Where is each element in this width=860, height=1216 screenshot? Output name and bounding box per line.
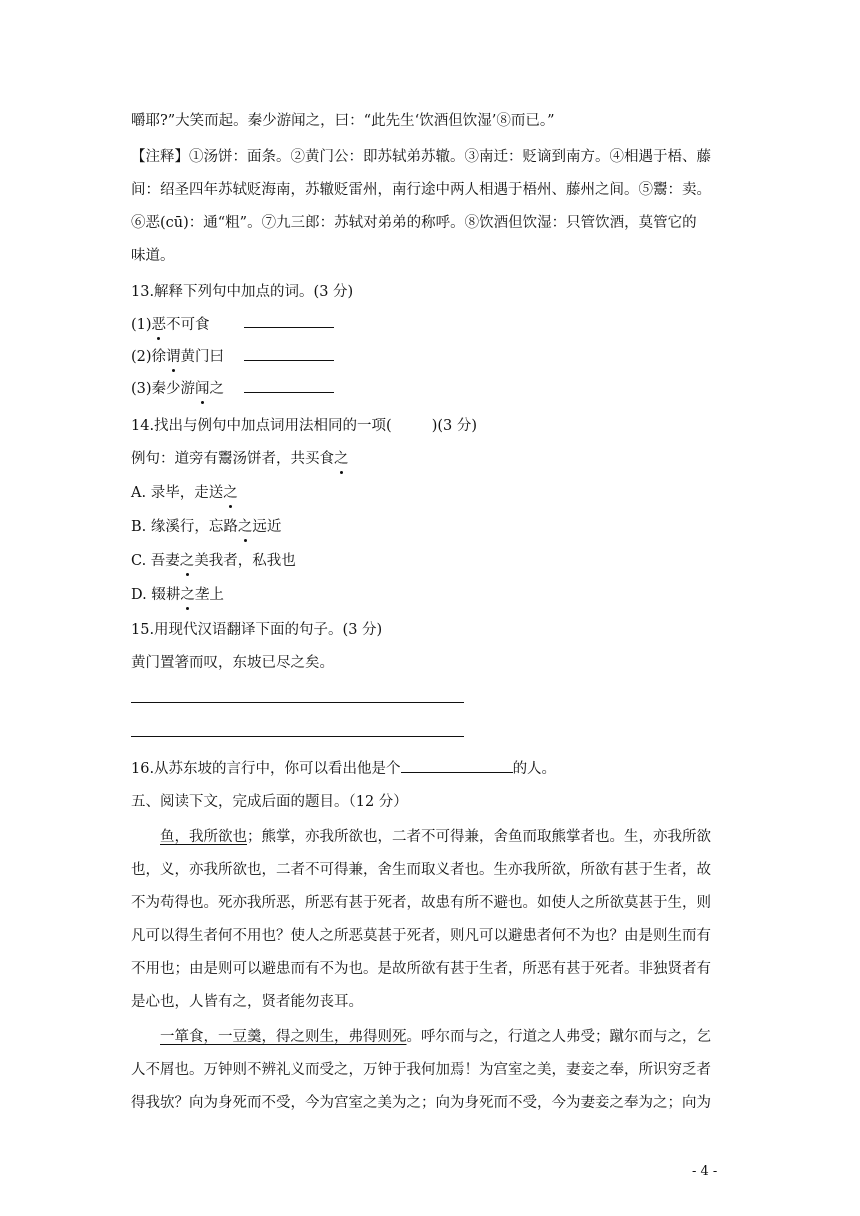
- option-d: D. 辍耕之垄上: [131, 587, 224, 603]
- answer-blank-13-1[interactable]: [244, 313, 334, 328]
- answer-blank-13-3[interactable]: [244, 378, 334, 393]
- answer-line-15-1[interactable]: [131, 702, 464, 703]
- passage-line: 得我欤？向为身死而不受，今为宫室之美为之；向为身死而不受，今为妻妾之奉为之；向为: [131, 1095, 711, 1111]
- passage-line: 凡可以得生者何不用也？使人之所恶莫甚于死者，则凡可以避患者何不为也？由是则生而有: [131, 928, 711, 944]
- question-13-title: 13.解释下列句中加点的词。(3 分): [131, 284, 354, 300]
- answer-line-15-2[interactable]: [131, 736, 464, 737]
- answer-blank-16[interactable]: [401, 758, 513, 773]
- notes-line-3: ⑥恶(cū)：通“粗”。⑦九三郎：苏轼对弟弟的称呼。⑧饮酒但饮湿：只管饮酒，莫管它的: [131, 215, 697, 231]
- dotted-word: 之: [180, 587, 195, 603]
- question-14-example: 例句：道旁有鬻汤饼者，共买食之: [131, 451, 349, 467]
- question-16: 16.从苏东坡的言行中，你可以看出他是个 的人。: [131, 758, 556, 779]
- passage-line: 不用也；由是则可以避患而有不为也。是故所欲有甚于生者，所恶有甚于死者。非独贤者有: [131, 961, 711, 977]
- notes-line-2: 间：绍圣四年苏轼贬海南，苏辙贬雷州，南行途中两人相遇于梧州、藤州之间。⑤鬻：卖。: [131, 182, 711, 198]
- question-13-item-1: (1)恶不可食: [131, 317, 210, 333]
- question-14-title: 14.找出与例句中加点词用法相同的一项( )(3 分): [131, 418, 478, 434]
- underlined-sentence: 鱼，我所欲也: [160, 829, 247, 845]
- passage-line: 鱼，我所欲也；熊掌，亦我所欲也，二者不可得兼，舍鱼而取熊掌者也。生，亦我所欲: [160, 829, 711, 845]
- option-b: B. 缘溪行，忘路之远近: [131, 519, 282, 535]
- page-number: - 4 -: [692, 1164, 718, 1179]
- dotted-word: 之: [223, 485, 238, 501]
- notes-line-4: 味道。: [131, 248, 175, 264]
- question-15-sentence: 黄门置箸而叹，东坡已尽之矣。: [131, 655, 334, 671]
- question-15-title: 15.用现代汉语翻译下面的句子。(3 分): [131, 622, 383, 638]
- answer-blank-13-2[interactable]: [244, 346, 334, 361]
- passage-line: 一箪食，一豆羹，得之则生，弗得则死。呼尔而与之，行道之人弗受；蹴尔而与之，乞: [160, 1029, 711, 1045]
- passage-line: 也，义，亦我所欲也，二者不可得兼，舍生而取义者也。生亦我所欲，所欲有甚于生者，故: [131, 862, 711, 878]
- dotted-word: 之: [237, 519, 253, 535]
- passage-ending-line: 嚼耶?”大笑而起。秦少游闻之，曰：“此先生‘饮酒但饮湿’⑧而已。”: [131, 113, 555, 129]
- passage-line: 人不屑也。万钟则不辨礼义而受之，万钟于我何加焉！为宫室之美，妻妾之奉，所识穷乏者: [131, 1062, 711, 1078]
- dotted-word: 恶: [151, 317, 167, 333]
- dotted-word: 之: [334, 451, 349, 467]
- notes-line-1: 【注释】①汤饼：面条。②黄门公：即苏轼弟苏辙。③南迁：贬谪到南方。④相遇于梧、藤: [131, 149, 711, 165]
- dotted-word: 之: [179, 553, 195, 569]
- section-5-title: 五、阅读下文，完成后面的题目。（12 分）: [131, 794, 408, 810]
- option-c: C. 吾妻之美我者，私我也: [131, 553, 296, 569]
- notes-label: 【注释】: [131, 149, 189, 165]
- question-13-item-3: (3)秦少游闻之: [131, 381, 225, 397]
- passage-line: 不为苟得也。死亦我所恶，所恶有甚于死者，故患有所不避也。如使人之所欲莫甚于生，则: [131, 895, 711, 911]
- option-a: A. 录毕，走送之: [131, 485, 238, 501]
- question-13-item-2: (2)徐谓黄门曰: [131, 349, 225, 365]
- underlined-sentence: 一箪食，一豆羹，得之则生，弗得则死: [160, 1029, 407, 1045]
- passage-line: 是心也，人皆有之，贤者能勿丧耳。: [131, 994, 363, 1010]
- dotted-word: 谓: [166, 349, 181, 365]
- dotted-word: 闻: [195, 381, 210, 397]
